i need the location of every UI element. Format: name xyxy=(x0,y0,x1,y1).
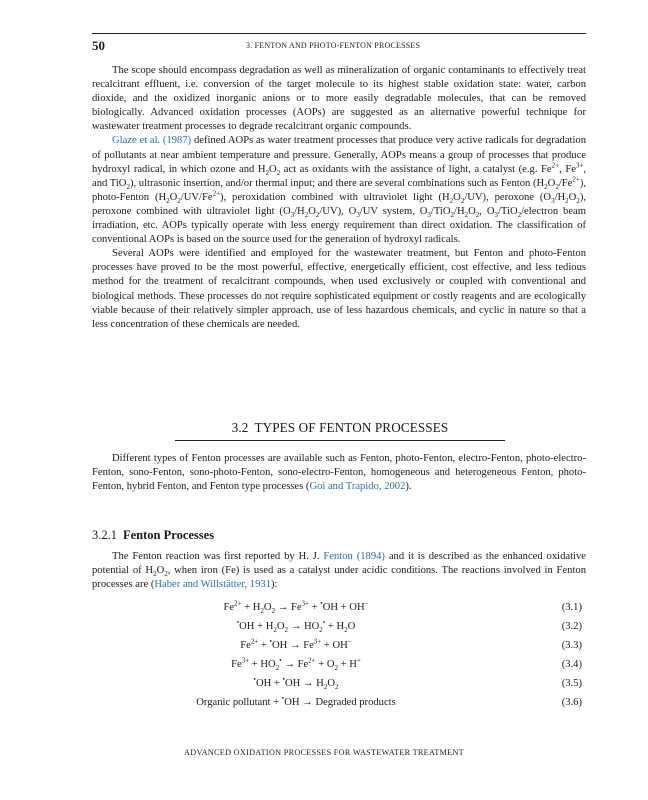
intro-text xyxy=(92,64,586,332)
citation-link[interactable]: Haber and Willstätter, 1931 xyxy=(154,579,271,591)
equation xyxy=(92,675,586,694)
equation-number: (3.1) xyxy=(561,602,582,613)
section-text xyxy=(92,452,586,494)
running-title: 3. FENTON AND PHOTO-FENTON PROCESSES xyxy=(246,41,421,50)
subsection-heading: 3.2.1 Fenton Processes xyxy=(92,528,215,542)
section-heading: 3.2 TYPES OF FENTON PROCESSES xyxy=(175,420,505,441)
header-rule xyxy=(92,33,586,34)
citation-link[interactable]: Fenton (1894) xyxy=(323,551,385,562)
equation xyxy=(92,694,586,713)
page-number: 50 xyxy=(92,38,105,53)
paragraph: Several AOPs were identified and employed for the wastewater treatment, but Fenton and photo-Fenton processes have proved to be the most powerful, effective, energetically efficient, cost effective, and less tedious method for the treatment of recalcitrant compounds, when used exclusively or coupled with conventional and biological methods. These processes do not require sophisticated equipment or costly reagents and are ecologically viable because of their relatively simpler approach, use of less hazardous chemicals, and cyclic in nature so that a less concentration of these chemicals are needed. xyxy=(92,248,586,330)
equation-expression: $^•OH + H_2O_2 \to HO_2^• + H_2O$ xyxy=(236,618,356,635)
equation xyxy=(92,599,586,618)
equation-expression: Organic pollutant + •OH → Degraded products xyxy=(196,694,396,708)
equation-number: (3.3) xyxy=(561,640,582,651)
paragraph: The scope should encompass degradation as well as mineralization of organic contaminants to effectively treat recalcitrant effluent, i.e. conversion of the target molecule to its highest stable oxidation state: water, carbon dioxide, and the oxidized inorganic anions or to more easily degradable molecules, that can be removed biologically. Advanced oxidation processes (AOPs) are suggested as an alternative powerful technique for wastewater treatment processes to degrade recalcitrant organic compounds. xyxy=(92,65,586,133)
equation-number: (3.2) xyxy=(561,621,582,632)
equation-expression: $Fe^{3+} + HO_2^• \to Fe^{2+} + O_2 + H^+$ xyxy=(231,656,361,673)
subsection-text xyxy=(92,550,586,592)
equation xyxy=(92,656,586,675)
footer-title: ADVANCED OXIDATION PROCESSES FOR WASTEWATER TREATMENT xyxy=(184,748,464,757)
paragraph: The Fenton reaction was first reported by H. J. Fenton (1894) and it is described as the enhanced oxidative potential of $H_2O_2$, when iron (Fe) is used as a catalyst under acidic conditions. The reactions involved in Fenton processes are (Haber and Willstätter, 1931): xyxy=(92,551,586,591)
equation-expression: $Fe^{2+} + ^•OH \to Fe^{3+} + OH^-$ xyxy=(240,637,352,651)
citation-link[interactable]: Glaze et al. (1987) xyxy=(112,135,192,147)
equation-number: (3.6) xyxy=(561,697,582,708)
citation-link[interactable]: Goi and Trapido, 2002 xyxy=(309,481,406,493)
equation-number: (3.5) xyxy=(561,678,582,689)
equation xyxy=(92,637,586,656)
equation-number: (3.4) xyxy=(561,659,582,670)
equation-expression: $Fe^{2+} + H_2O_2 \to Fe^{3+} + ^•OH + OH^-$ xyxy=(223,599,369,616)
equation-expression: $^•OH + ^•OH \to H_2O_2$ xyxy=(253,675,339,692)
equation xyxy=(92,618,586,637)
paragraph: Glaze et al. (1987) defined AOPs as water treatment processes that produce very active radicals for degradation of pollutants at near ambient temperature and pressure. Generally, AOPs means a group of processes that produce hydroxyl radical, in which ozone and $H_2O_2$ act as oxidants with the assistance of light, a catalyst (e.g. $Fe^{2+}$, $Fe^{3+}$, and TiO$_2$), ultrasonic insertion, and/or thermal input; and there are several combinations such as Fenton $(H_2O_2/Fe^{2+})$, photo-Fenton $(H_2O_2/UV/Fe^{2+})$, peroxidation combined with ultraviolet light $(H_2O_2/UV)$, peroxone $(O_3/H_2O_2)$, peroxone combined with ultraviolet light $(O_3/H_2O_2/UV)$, $O_3/UV$ system, $O_3/TiO_2/H_2O_2$, $O_3/TiO_2$/electron beam irradiation, etc. AOPs typically operate with less energy requirement than direct oxidation. The classification of conventional AOPs is based on the source used for the generation of hydroxyl radicals. xyxy=(92,135,587,246)
paragraph: Different types of Fenton processes are available such as Fenton, photo-Fenton, electro-Fenton, photo-electro-Fenton, sono-Fenton, sono-photo-Fenton, sono-electro-Fenton, homogeneous and heterogeneous Fenton, photo-Fenton, hybrid Fenton, and Fenton type processes (Goi and Trapido, 2002). xyxy=(92,453,586,493)
